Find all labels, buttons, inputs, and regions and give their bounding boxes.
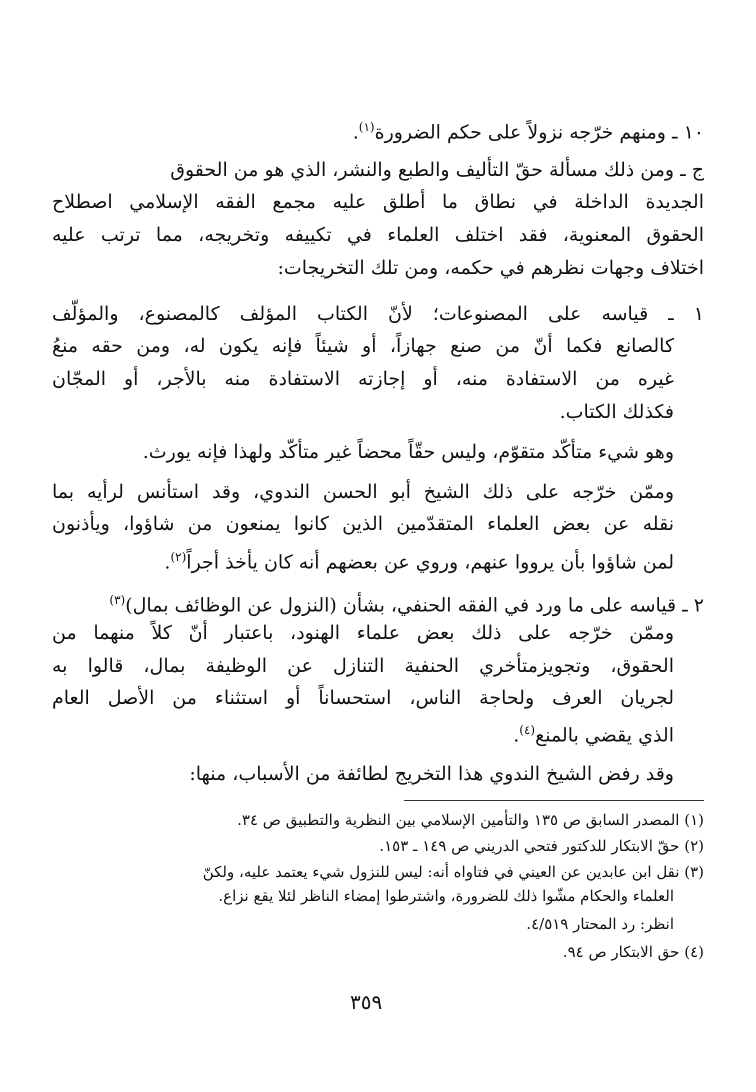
footnote-ref-4: (٤) — [519, 723, 536, 737]
footnote-ref-1: (١) — [358, 120, 375, 134]
text-line: وقد رفض الشيخ الندوي هذا التخريج لطائفة من الأسباب، منها: — [189, 763, 674, 785]
text-line-item-10: ١٠ ـ ومنهم خرّجه نزولاً على حكم الضرورة$^{(١)}$. — [352, 120, 704, 144]
text-line: غيره من الاستفادة منه، أو إجازته الاستفادة منه بالأجر، أو المجّان — [52, 368, 674, 390]
footnote-3: (٣) نقل ابن عابدين عن العيني في فتاواه أنه: ليس للنزول شيء يعتمد عليه، ولكنّ — [202, 863, 704, 881]
text-line: فكذلك الكتاب. — [559, 401, 674, 423]
text-line: لمن شاؤوا بأن يرووا عنهم، وروي عن بعضهم أنه كان يأخذ أجراً$^{(٢)}$. — [164, 550, 674, 574]
footnote-3-continued: العلماء والحكام مشّوا ذلك للضرورة، واشترطوا إمضاء الناظر لئلا يقع نزاع. — [218, 887, 674, 905]
text-line-item-2: ٢ ـ قياسه على ما ورد في الفقه الحنفي، بشأن (النزول عن الوظائف بمال)$^{(٣)}$ — [109, 593, 704, 617]
footnote-4: (٤) حق الابتكار ص ٩٤. — [562, 943, 704, 961]
text-line: ج ـ ومن ذلك مسألة حقّ التأليف والطبع والنشر، الذي هو من الحقوق — [170, 159, 704, 181]
footnote-1: (١) المصدر السابق ص ١٣٥ والتأمين الإسلامي بين النظرية والتطبيق ص ٣٤. — [237, 811, 704, 829]
text-line: الذي يقضي بالمنع$^{(٤)}$. — [513, 723, 674, 747]
text-line: الحقوق المعنوية، فقد اختلف العلماء في تكييفه وتخريجه، مما ترتب عليه — [52, 224, 704, 246]
text-line: وهو شيء متأكّد متقوّم، وليس حقّاً محضاً غير متأكّد ولهذا فإنه يورث. — [142, 441, 674, 463]
text-line: الجديدة الداخلة في نطاق ما أطلق عليه مجمع الفقه الإسلامي اصطلاح — [52, 191, 704, 213]
text-line: نقله عن بعض العلماء المتقدّمين الذين كانوا يمنعون من شاؤوا، ويأذنون — [52, 513, 674, 535]
text-line: الحقوق، وتجويزمتأخري الحنفية التنازل عن الوظيفة بمال، قالوا به — [52, 655, 674, 677]
page-number: ٣٥٩ — [350, 990, 383, 1014]
footnote-2: (٢) حقّ الابتكار للدكتور فتحي الدريني ص ١٤٩ ـ ١٥٣. — [379, 837, 704, 855]
text-line-item-1: ١ ـ قياسه على المصنوعات؛ لأنّ الكتاب المؤلف كالمصنوع، والمؤلّف — [52, 303, 704, 325]
footnote-ref-2: (٢) — [170, 550, 187, 564]
text-line: كالصانع فكما أنّ من صنع جهازاً، أو شيئاً فإنه يكون له، ومن حقه منعُ — [52, 335, 674, 357]
text-line: اختلاف وجهات نظرهم في حكمه، ومن تلك التخريجات: — [277, 257, 704, 279]
text-line: وممّن خرّجه على ذلك بعض علماء الهنود، باعتبار أنّ كلاً منهما من — [52, 622, 674, 644]
footnote-3-reference: انظر: رد المحتار ٤/٥١٩. — [526, 915, 674, 933]
footnote-ref-3: (٣) — [109, 593, 126, 607]
footnote-divider — [404, 800, 704, 801]
text-line: وممّن خرّجه على ذلك الشيخ أبو الحسن الندوي، وقد استأنس لرأيه بما — [52, 481, 674, 503]
text-line: لجريان العرف ولحاجة الناس، استحساناً أو استثناء من الأصل العام — [52, 687, 674, 709]
